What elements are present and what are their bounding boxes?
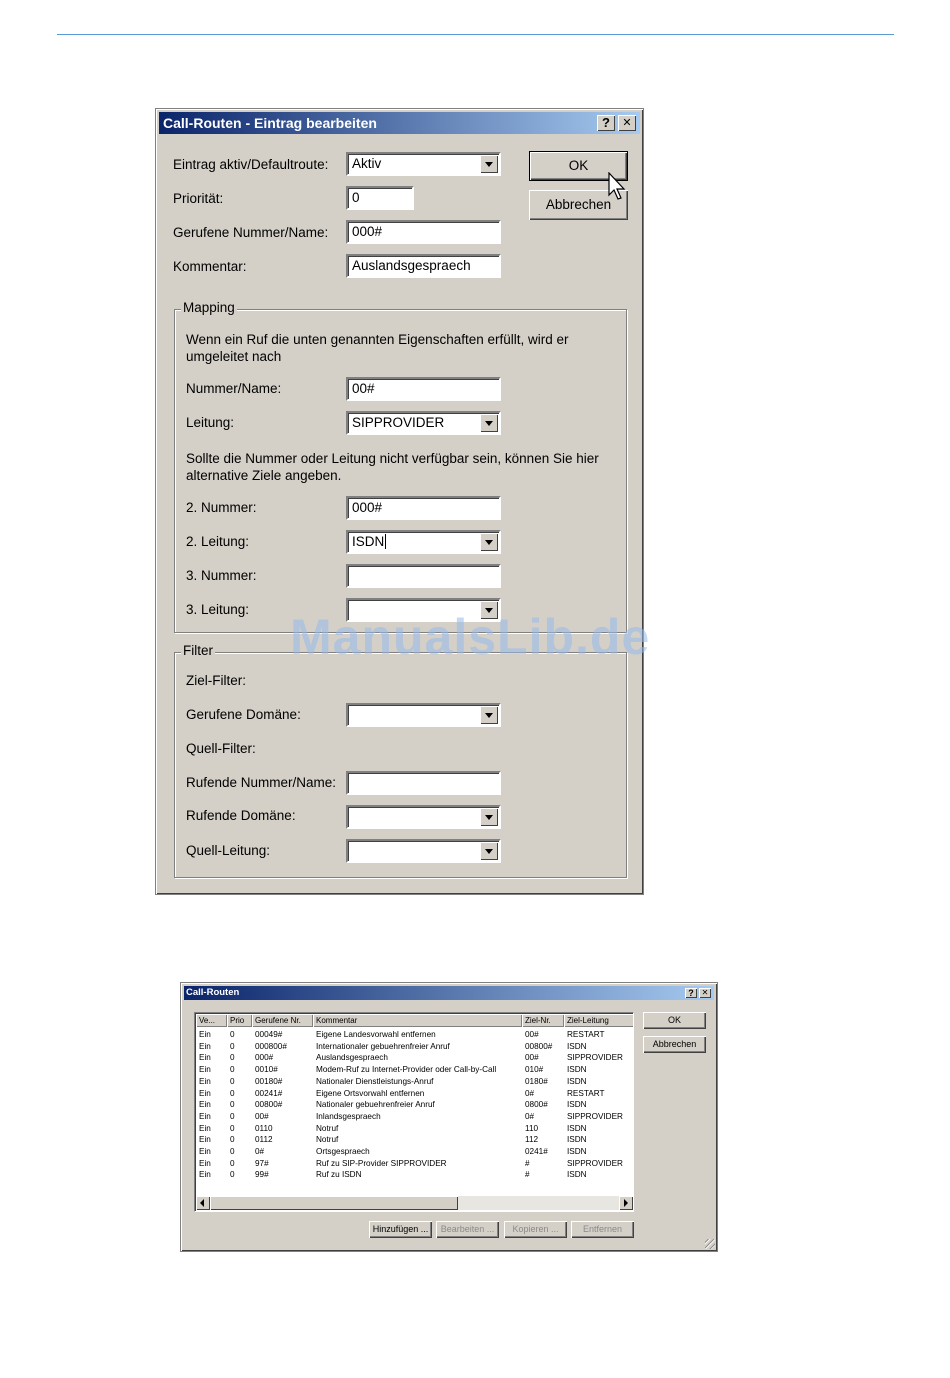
calling-number-input[interactable] <box>346 771 501 795</box>
table-cell: SIPPROVIDER <box>567 1111 623 1121</box>
table-cell: 000# <box>255 1053 274 1063</box>
table-cell: 0 <box>230 1158 235 1168</box>
table-cell: Eigene Ortsvorwahl entfernen <box>316 1088 425 1098</box>
table-cell: Ein <box>199 1158 211 1168</box>
number2-input[interactable]: 000# <box>346 496 501 520</box>
table-cell: Ein <box>199 1147 211 1156</box>
calling-number-label: Rufende Nummer/Name: <box>186 775 337 790</box>
table-cell: Nationaler Dienstleistungs-Anruf <box>316 1076 434 1086</box>
table-cell: 0241# <box>525 1147 548 1156</box>
table-cell: ISDN <box>567 1065 587 1075</box>
source-line-select[interactable] <box>346 839 501 863</box>
chevron-down-icon[interactable] <box>480 808 498 826</box>
table-cell: 0 <box>230 1076 235 1086</box>
table-cell: ISDN <box>567 1123 587 1133</box>
remove-button[interactable]: Entfernen <box>571 1221 634 1238</box>
source-line-label: Quell-Leitung: <box>186 843 271 858</box>
table-cell: 00# <box>525 1053 539 1063</box>
column-header[interactable]: Ve... <box>196 1014 227 1027</box>
called-domain-label: Gerufene Domäne: <box>186 707 301 722</box>
table-cell: 00800# <box>255 1100 283 1110</box>
table-cell: 0 <box>230 1135 235 1145</box>
table-cell: Ein <box>199 1111 211 1121</box>
table-cell: 0 <box>230 1041 235 1051</box>
table-cell: Ein <box>199 1135 211 1145</box>
filter-title: Filter <box>183 643 213 658</box>
table-cell: # <box>525 1170 530 1180</box>
copy-button[interactable]: Kopieren ... <box>504 1221 567 1238</box>
chevron-down-icon[interactable] <box>480 533 498 551</box>
table-cell: 0 <box>230 1065 235 1075</box>
table-cell: 0180# <box>525 1076 548 1086</box>
line2-value: ISDN <box>352 534 385 549</box>
table-cell: 0 <box>230 1147 235 1156</box>
alt-targets-description: Sollte die Nummer oder Leitung nicht verfügbar sein, können Sie hier alternative Ziele angeben. <box>186 451 599 483</box>
scrollbar-thumb[interactable] <box>210 1196 458 1210</box>
table-cell: 0 <box>230 1111 235 1121</box>
table-cell: 0112 <box>255 1135 273 1145</box>
add-button[interactable]: Hinzufügen ... <box>369 1221 432 1238</box>
comment-input[interactable]: Auslandsgespraech <box>346 254 501 278</box>
table-cell: 0 <box>230 1053 235 1063</box>
chevron-down-icon[interactable] <box>480 155 498 173</box>
table-cell: 00180# <box>255 1076 283 1086</box>
table-cell: # <box>525 1158 530 1168</box>
chevron-down-icon[interactable] <box>480 706 498 724</box>
ok-button[interactable]: OK <box>529 151 628 181</box>
mapping-line-value: SIPPROVIDER <box>352 415 445 430</box>
table-cell: Ein <box>199 1065 211 1075</box>
table-cell: Ein <box>199 1170 211 1180</box>
mapping-number-input[interactable]: 00# <box>346 377 501 401</box>
called-number-label: Gerufene Nummer/Name: <box>173 225 329 240</box>
ok-button[interactable]: OK <box>643 1012 706 1029</box>
table-cell: 010# <box>525 1065 544 1075</box>
table-cell: Internationaler gebuehrenfreier Anruf <box>316 1041 450 1051</box>
number3-label: 3. Nummer: <box>186 568 257 583</box>
title-bar <box>184 986 714 1000</box>
column-header[interactable]: Ziel-Leitung <box>564 1014 634 1027</box>
table-cell: ISDN <box>567 1135 587 1145</box>
mouse-pointer-icon <box>608 172 628 202</box>
table-cell: Eigene Landesvorwahl entfernen <box>316 1030 436 1039</box>
table-cell: 000800# <box>255 1041 287 1051</box>
entry-active-label: Eintrag aktiv/Defaultroute: <box>173 157 329 172</box>
table-cell: RESTART <box>567 1030 605 1039</box>
table-cell: 0 <box>230 1030 235 1039</box>
chevron-down-icon[interactable] <box>480 414 498 432</box>
close-button[interactable]: ✕ <box>618 115 636 131</box>
table-cell: ISDN <box>567 1076 587 1086</box>
priority-input[interactable]: 0 <box>346 186 414 210</box>
called-domain-select[interactable] <box>346 703 501 727</box>
table-cell: ISDN <box>567 1147 587 1156</box>
table-cell: Ruf zu SIP-Provider SIPPROVIDER <box>316 1158 447 1168</box>
line2-select[interactable] <box>346 530 501 554</box>
mapping-description: Wenn ein Ruf die unten genannten Eigenschaften erfüllt, wird er umgeleitet nach <box>186 332 569 364</box>
table-cell: 00# <box>255 1111 269 1121</box>
close-button[interactable]: ✕ <box>699 988 711 998</box>
table-cell: Notruf <box>316 1123 339 1133</box>
watermark: ManualsLib.de <box>290 609 651 665</box>
line2-label: 2. Leitung: <box>186 534 250 549</box>
calling-domain-select[interactable] <box>346 805 501 829</box>
number2-label: 2. Nummer: <box>186 500 257 515</box>
table-cell: Ortsgespraech <box>316 1147 370 1156</box>
column-header[interactable]: Prio <box>227 1014 252 1027</box>
table-cell: 00049# <box>255 1030 283 1039</box>
table-cell: Ein <box>199 1088 211 1098</box>
table-cell: 0# <box>525 1088 535 1098</box>
table-cell: Ein <box>199 1041 211 1051</box>
table-cell: 00241# <box>255 1088 283 1098</box>
routes-table[interactable] <box>194 1012 634 1212</box>
mapping-number-label: Nummer/Name: <box>186 381 282 396</box>
table-cell: 112 <box>525 1135 539 1145</box>
scroll-left-icon[interactable] <box>196 1196 210 1210</box>
table-cell: ISDN <box>567 1100 587 1110</box>
line3-label: 3. Leitung: <box>186 602 250 617</box>
entry-active-select[interactable] <box>346 152 501 176</box>
header-rule <box>57 34 894 35</box>
mapping-title: Mapping <box>183 300 235 315</box>
table-cell: Ein <box>199 1053 211 1063</box>
table-cell: 99# <box>255 1170 269 1180</box>
mapping-line-select[interactable] <box>346 411 501 435</box>
table-cell: 0010# <box>255 1065 278 1075</box>
table-cell: 00800# <box>525 1041 553 1051</box>
cancel-button[interactable]: Abbrechen <box>643 1036 706 1053</box>
table-cell: Modem-Ruf zu Internet-Provider oder Call-by-Call <box>316 1065 497 1075</box>
table-cell: 00# <box>525 1030 539 1039</box>
table-cell: 97# <box>255 1158 269 1168</box>
dialog-title: Call-Routen - Eintrag bearbeiten <box>163 115 377 131</box>
table-cell: Ein <box>199 1100 211 1110</box>
table-cell: ISDN <box>567 1041 587 1051</box>
title-bar <box>159 112 640 134</box>
table-cell: Notruf <box>316 1135 339 1145</box>
table-cell: 0 <box>230 1100 235 1110</box>
table-cell: 0 <box>230 1170 235 1180</box>
entry-active-value: Aktiv <box>352 156 382 171</box>
number3-input[interactable] <box>346 564 501 588</box>
table-cell: 0110 <box>255 1123 273 1133</box>
table-cell: Ein <box>199 1123 211 1133</box>
table-cell: 0# <box>255 1147 265 1156</box>
called-number-input[interactable]: 000# <box>346 220 501 244</box>
column-header[interactable]: Kommentar <box>313 1014 522 1027</box>
mapping-line-label: Leitung: <box>186 415 235 430</box>
table-cell: ISDN <box>567 1170 587 1180</box>
table-cell: SIPPROVIDER <box>567 1053 623 1063</box>
cancel-button[interactable]: Abbrechen <box>529 190 628 220</box>
chevron-down-icon[interactable] <box>480 842 498 860</box>
table-cell: Inlandsgespraech <box>316 1111 381 1121</box>
table-cell: Auslandsgespraech <box>316 1053 388 1063</box>
horizontal-scrollbar[interactable] <box>196 1196 633 1210</box>
target-filter-label: Ziel-Filter: <box>186 673 246 688</box>
scroll-right-icon[interactable] <box>619 1196 633 1210</box>
table-cell: 0800# <box>525 1100 548 1110</box>
table-cell: 0# <box>525 1111 535 1121</box>
table-cell: 0 <box>230 1088 235 1098</box>
table-cell: Ein <box>199 1076 211 1086</box>
table-cell: Nationaler gebuehrenfreier Anruf <box>316 1100 435 1110</box>
priority-label: Priorität: <box>173 191 224 206</box>
source-filter-label: Quell-Filter: <box>186 741 256 756</box>
column-header[interactable]: Gerufene Nr. <box>252 1014 313 1027</box>
table-cell: Ein <box>199 1030 211 1039</box>
column-header[interactable]: Ziel-Nr. <box>522 1014 564 1027</box>
help-button[interactable]: ? <box>597 115 615 131</box>
calling-domain-label: Rufende Domäne: <box>186 808 296 823</box>
comment-label: Kommentar: <box>173 259 247 274</box>
table-cell: 0 <box>230 1123 235 1133</box>
edit-button[interactable]: Bearbeiten ... <box>436 1221 499 1238</box>
dialog-title: Call-Routen <box>186 987 240 998</box>
help-button[interactable]: ? <box>685 988 697 998</box>
table-cell: RESTART <box>567 1088 605 1098</box>
table-cell: SIPPROVIDER <box>567 1158 623 1168</box>
table-cell: Ruf zu ISDN <box>316 1170 362 1180</box>
resize-grip-icon[interactable] <box>705 1239 715 1249</box>
table-cell: 110 <box>525 1123 539 1133</box>
